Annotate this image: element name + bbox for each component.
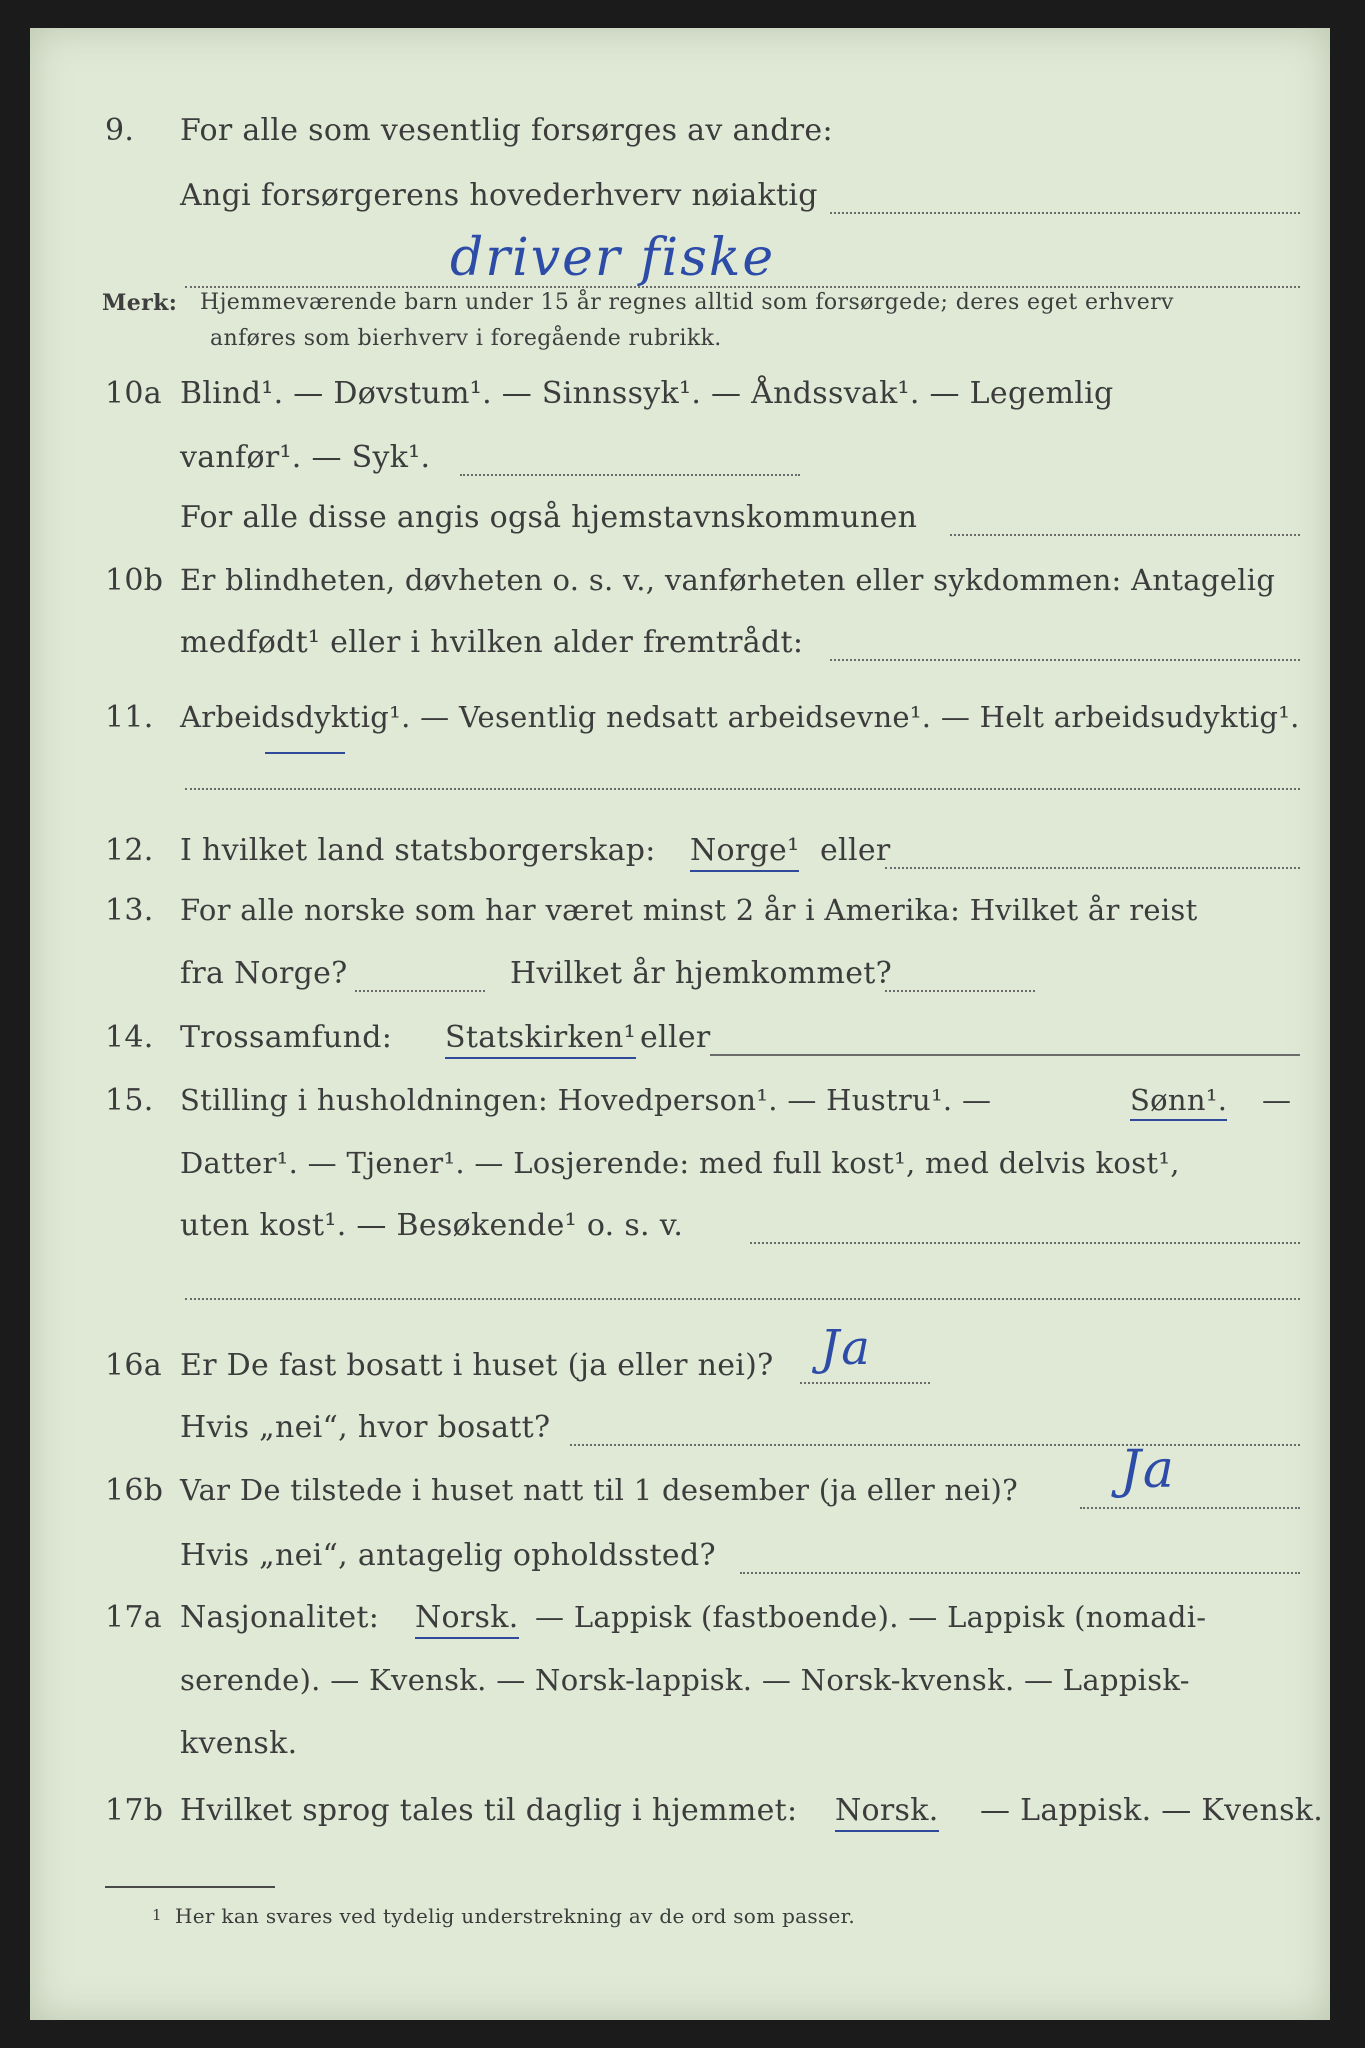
q13-question-a: fra Norge? bbox=[180, 956, 348, 991]
q12-or: eller bbox=[820, 833, 891, 868]
q11-handwritten-underline bbox=[265, 752, 345, 754]
q15-question-cont2: uten kost¹. — Besøkende¹ o. s. v. bbox=[180, 1208, 684, 1243]
q13-question-b: Hvilket år hjemkommet? bbox=[510, 956, 893, 991]
footnote-mark: 1 bbox=[152, 1906, 162, 1924]
q15-underlined-answer: Sønn¹. bbox=[1130, 1083, 1227, 1121]
q11-number: 11. bbox=[105, 700, 154, 735]
q11-answer-line bbox=[185, 788, 1300, 790]
q17b-question-cont: — Lappisk. — Kvensk. bbox=[980, 1793, 1324, 1828]
q16b-handwritten-answer: Ja bbox=[1120, 1440, 1176, 1500]
q13-fill-line-a bbox=[355, 990, 485, 992]
q9-question-cont: Angi forsørgerens hovederhverv nøiaktig bbox=[180, 178, 818, 213]
q17a-question-cont3: kvensk. bbox=[180, 1726, 298, 1761]
q16a-fill-line2 bbox=[570, 1444, 1300, 1446]
q10b-fill-line bbox=[830, 659, 1300, 661]
q15-question-cont: Datter¹. — Tjener¹. — Losjerende: med full kost¹, med delvis kost¹, bbox=[180, 1146, 1180, 1180]
census-form-page bbox=[30, 28, 1330, 2020]
q16b-question-cont: Hvis „nei“, antagelig opholdssted? bbox=[180, 1538, 716, 1573]
q14-question: Trossamfund: bbox=[180, 1020, 393, 1055]
q16b-number: 16b bbox=[105, 1473, 164, 1508]
q10a-question: Blind¹. — Døvstum¹. — Sinnssyk¹. — Åndssvak¹. — Legemlig bbox=[180, 376, 1114, 411]
q17b-question: Hvilket sprog tales til daglig i hjemmet: bbox=[180, 1793, 798, 1828]
footnote-rule bbox=[105, 1886, 275, 1888]
q10a-question-cont2: For alle disse angis også hjemstavnskommunen bbox=[180, 500, 918, 535]
q13-number: 13. bbox=[105, 893, 154, 928]
q17a-question: Nasjonalitet: bbox=[180, 1600, 380, 1635]
q10a-question-cont: vanfør¹. — Syk¹. bbox=[180, 440, 431, 475]
q14-or: eller bbox=[640, 1020, 711, 1055]
q16b-question: Var De tilstede i huset natt til 1 desember (ja eller nei)? bbox=[180, 1473, 1018, 1507]
q9-question: For alle som vesentlig forsørges av andre: bbox=[180, 113, 833, 148]
q15-question: Stilling i husholdningen: Hovedperson¹. — Hustru¹. — bbox=[180, 1083, 992, 1117]
q16b-fill-line bbox=[1080, 1507, 1300, 1509]
q10b-question-cont: medfødt¹ eller i hvilken alder fremtrådt: bbox=[180, 625, 804, 660]
merk-text-cont: anføres som bierhverv i foregående rubrikk. bbox=[210, 326, 722, 351]
q17a-number: 17a bbox=[105, 1600, 162, 1635]
q16b-fill-line2 bbox=[740, 1572, 1300, 1574]
q10a-number: 10a bbox=[105, 376, 162, 411]
q12-underlined-answer: Norge¹ bbox=[690, 833, 799, 872]
q15-answer-line bbox=[185, 1298, 1300, 1300]
q16a-handwritten-answer: Ja bbox=[820, 1320, 872, 1376]
q9-fill-line bbox=[830, 212, 1300, 214]
q15-dash: — bbox=[1262, 1083, 1292, 1117]
q16a-question: Er De fast bosatt i huset (ja eller nei)? bbox=[180, 1348, 774, 1383]
q17a-question-cont: — Lappisk (fastboende). — Lappisk (nomadi- bbox=[535, 1600, 1207, 1634]
q17a-underlined-answer: Norsk. bbox=[415, 1600, 519, 1639]
q12-fill-line bbox=[885, 867, 1300, 869]
merk-label: Merk: bbox=[102, 290, 178, 316]
q12-question: I hvilket land statsborgerskap: bbox=[180, 833, 656, 868]
q13-question: For alle norske som har været minst 2 år i Amerika: Hvilket år reist bbox=[180, 893, 1198, 927]
q14-underlined-answer: Statskirken¹ bbox=[445, 1020, 636, 1059]
q11-question: Arbeidsdyktig¹. — Vesentlig nedsatt arbeidsevne¹. — Helt arbeidsudyktig¹. bbox=[180, 700, 1300, 734]
q14-fill-line bbox=[710, 1054, 1300, 1056]
merk-text: Hjemmeværende barn under 15 år regnes alltid som forsørgede; deres eget erhverv bbox=[200, 290, 1174, 315]
q17b-number: 17b bbox=[105, 1793, 164, 1828]
q10a-fill-line2 bbox=[950, 534, 1300, 536]
q17a-question-cont2: serende). — Kvensk. — Norsk-lappisk. — Norsk-kvensk. — Lappisk- bbox=[180, 1663, 1190, 1697]
q14-number: 14. bbox=[105, 1020, 154, 1055]
footnote-text: Her kan svares ved tydelig understrekning av de ord som passer. bbox=[175, 1904, 855, 1928]
q9-handwritten-answer: driver fiske bbox=[450, 228, 776, 288]
q10b-number: 10b bbox=[105, 563, 164, 598]
q13-fill-line-b bbox=[885, 990, 1035, 992]
q12-number: 12. bbox=[105, 833, 154, 868]
q16a-fill-line bbox=[800, 1382, 930, 1384]
q10a-fill-line bbox=[460, 474, 800, 476]
q15-number: 15. bbox=[105, 1083, 154, 1118]
q17b-underlined-answer: Norsk. bbox=[835, 1793, 939, 1832]
q9-answer-line bbox=[185, 286, 1300, 288]
q10b-question: Er blindheten, døvheten o. s. v., vanførheten eller sykdommen: Antagelig bbox=[180, 563, 1276, 597]
q16a-question-cont: Hvis „nei“, hvor bosatt? bbox=[180, 1410, 551, 1445]
q15-fill-line bbox=[750, 1242, 1300, 1244]
q9-number: 9. bbox=[105, 113, 135, 148]
q16a-number: 16a bbox=[105, 1348, 162, 1383]
